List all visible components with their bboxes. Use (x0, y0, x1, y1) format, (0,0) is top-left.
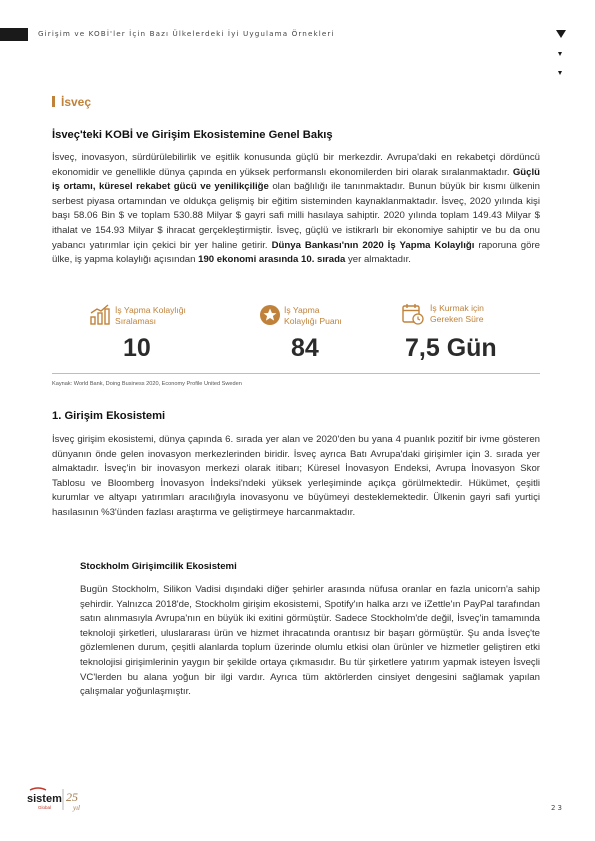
nav-down-small-icon[interactable] (558, 71, 562, 75)
stockholm-heading: Stockholm Girişimcilik Ekosistemi (80, 561, 237, 572)
overview-paragraph: İsveç, inovasyon, sürdürülebilirlik ve eşitlik konusunda güçlü bir merkezdir. Avrupa'daki en rekabetçi dördüncü ekonomidir ve genellikle dünya çapında en yüksek performanslı ekonomilerden biri olarak sıralanmaktadır. Güçlü iş ortamı, küresel rekabet gücü ve yenilikçiliğe olan bağlılığı ile tanınmaktadır. Bunun büyük bir kısmı ülkenin serbest piyasa ortamından ve oldukça gelişmiş bir eğitim sisteminden kaynaklanmaktadır. İsveç, 2020 yılında kişi başı 58.06 Bin $ ve toplam 530.88 Milyar $ gayri safi milli hasılaya sahiptir. 2020 yılında toplam 149.43 Milyar $ ithalat ve 154.93 Milyar $ ihracat gerçekleştirmiştir. İsveç, güçlü ve istikrarlı bir ekonomiye sahiptir ve bu da onu yabancı yatırımlar için çekici bir yer haline getirir. Dünya Bankası'nın 2020 İş Yapma Kolaylığı raporuna göre ülke, iş yapma kolaylığı açısından 190 ekonomi arasında 10. sırada yer almaktadır. (52, 152, 540, 266)
star-badge-icon (259, 304, 281, 326)
header-color-bar (0, 28, 28, 41)
company-logo (26, 786, 96, 820)
overview-heading: İsveç'teki KOBİ ve Girişim Ekosistemine Genel Bakış (52, 129, 333, 141)
stat-label-ranking: İş Yapma Kolaylığı Sıralaması (115, 305, 186, 326)
stat-value-ranking: 10 (123, 334, 151, 362)
stat-value-time: 7,5 Gün (405, 334, 497, 362)
anniversary-sub: yıl (73, 804, 80, 812)
chart-bars-icon (89, 304, 111, 326)
source-note: Kaynak: World Bank, Doing Business 2020, Economy Profile United Sweden (52, 381, 242, 387)
stat-label-score: İş Yapma Kolaylığı Puanı (284, 305, 342, 326)
nav-down-arrow-icon[interactable] (556, 30, 566, 38)
calendar-icon (401, 302, 424, 325)
ecosystem-paragraph: İsveç girişim ekosistemi, dünya çapında 6. sırada yer alan ve 2020'den bu yana 4 puanlık pozitif bir ivme gösteren dünyanın önde gelen inovasyon merkezlerinden biridir. İsveç ayrıca Batı Avrupa'daki girişimler için 3. sırada yer almaktadır. İsveç'in bir inovasyon merkezi olarak itibarı; Küresel İnovasyon Endeksi, Avrupa İnovasyon Skor Tablosu ve Bloomberg İnovasyon İndeksi'ndeki yüksek yerleşiminde açıkça görülmektedir. Hükümet, çeşitli kurumlar ve altyapı yatırımları aracılığıyla inovasyonu ve büyümeyi desteklemektedir. Ülkenin gayri safi yurtiçi hasılasının %3'ünden fazlası araştırma ve geliştirmeye harcanmaktadır. (52, 434, 540, 518)
logo-text: sistem (27, 793, 62, 805)
anniversary-number: 25 (66, 790, 78, 804)
nav-down-small-icon[interactable] (558, 52, 562, 56)
logo-mark (26, 786, 96, 816)
logo-sub: Global (38, 805, 52, 810)
stat-value-score: 84 (291, 334, 319, 362)
stockholm-paragraph: Bugün Stockholm, Silikon Vadisi dışındaki diğer şehirler arasında nüfusa oranlar en fazla unicorn'a sahip şehirdir. Yalnızca 2018'de, Stockholm girişim ekosistemi, Spotify'ın halka arzı ve iZettle'ın PayPal tarafından satın alınmasıyla Avrupa'nın en büyük iki exitini görmüştür. Sadece Stockholm'de değil, İsveç'in tamamında teknoloji şirketleri, uluslararası ürün ve hizmet ihracatında orantısız bir başarı görmüştür. Şu anda İsveç'te gözlemlenen durum, çeşitli alanlarda toplum üzerinde olumlu etkisi olan ürünler ve hizmetler geliştiren etki teknolojisi girişimlerinin yaygın bir şekilde ortaya çıkmasıdır. Bu tür şirketlere yatırım yapmak isteyen İsveçli VC'lerden bu alana yoğun bir ilgi vardır. Ayrıca tüm aktörlerden cinsiyet dengesini sağlamak yapılan çalışmalar yoğunlaşmıştır. (80, 584, 540, 698)
page-number: 23 (551, 804, 564, 812)
section-title: İsveç (52, 95, 91, 109)
section-title-bar (52, 96, 55, 107)
stat-label-time: İş Kurmak için Gereken Süre (430, 303, 484, 324)
ecosystem-heading: 1. Girişim Ekosistemi (52, 410, 166, 422)
header-title: Girişim ve KOBİ'ler İçin Bazı Ülkelerdeki İyi Uygulama Örnekleri (38, 29, 335, 38)
stats-divider (52, 373, 540, 374)
